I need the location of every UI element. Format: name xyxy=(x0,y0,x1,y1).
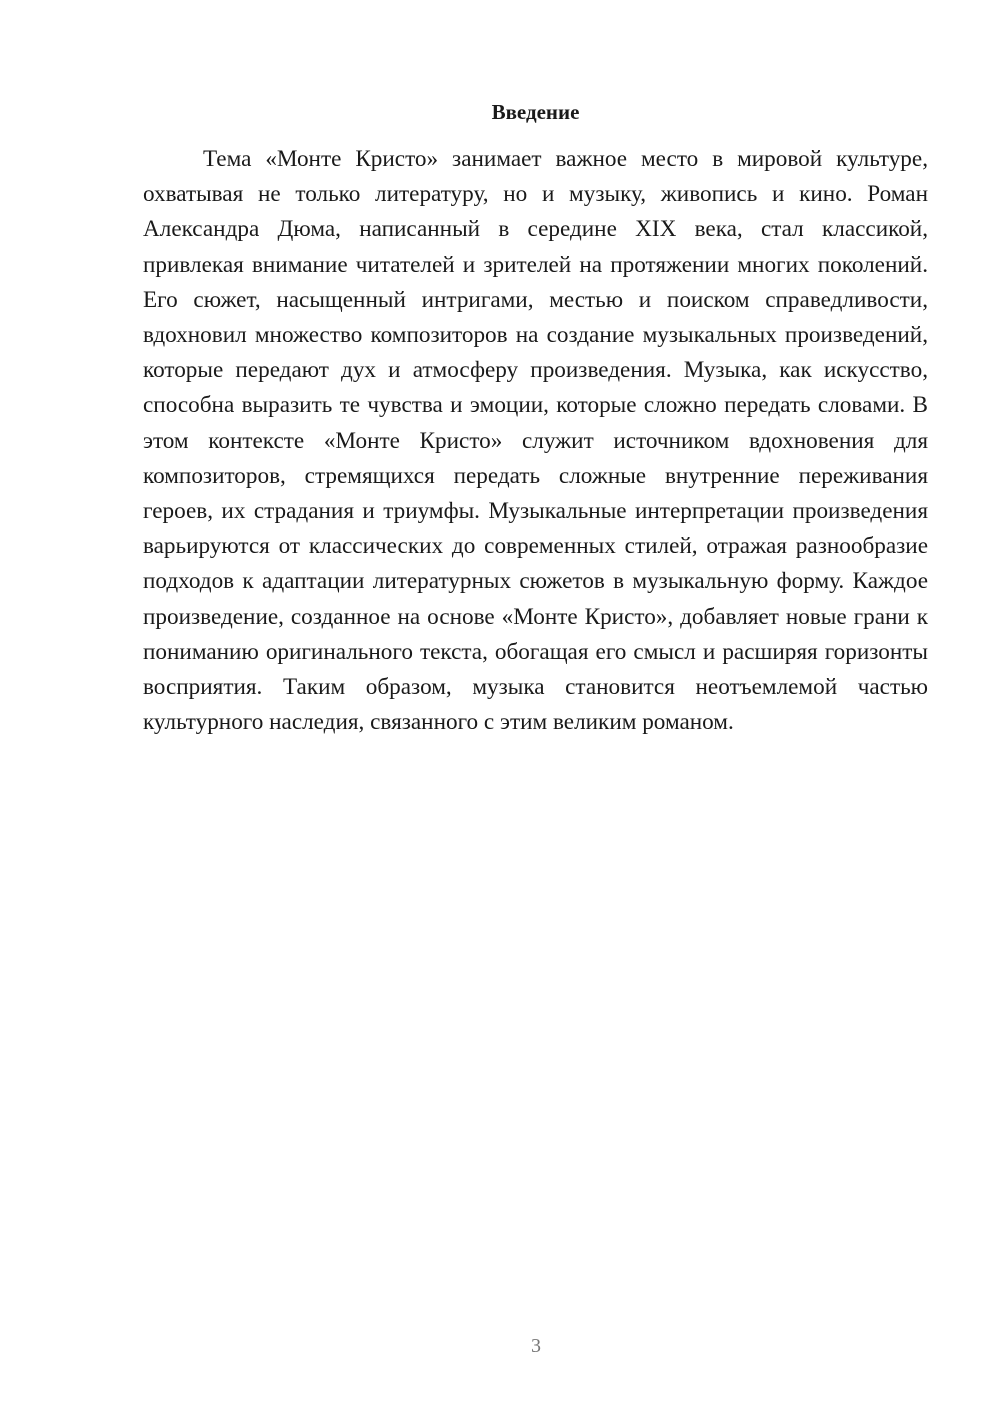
section-heading: Введение xyxy=(491,100,580,124)
page-number: 3 xyxy=(531,1335,541,1357)
body-paragraph: Тема «Монте Кристо» занимает важное место в мировой культуре, охватывая не только литературу, но и музыку, живопись и кино. Роман Александра Дюма, написанный в середине XIX века, стал классикой, привлекая внимание читателей и зрителей на протяжении многих поколений. Его сюжет, насыщенный интригами, местью и поиском справедливости, вдохновил множество композиторов на создание музыкальных произведений, которые передают дух и атмосферу произведения. Музыка, как искусство, способна выразить те чувства и эмоции, которые сложно передать словами. В этом контексте «Монте Кристо» служит источником вдохновения для композиторов, стремящихся передать сложные внутренние переживания героев, их страдания и триумфы. Музыкальные интерпретации произведения варьируются от классических до современных стилей, отражая разнообразие подходов к адаптации литературных сюжетов в музыкальную форму. Каждое произведение, созданное на основе «Монте Кристо», добавляет новые грани к пониманию оригинального текста, обогащая его смысл и расширяя горизонты восприятия. Таким образом, музыка становится неотъемлемой частью культурного наследия, связанного с этим великим романом. xyxy=(143,146,928,736)
